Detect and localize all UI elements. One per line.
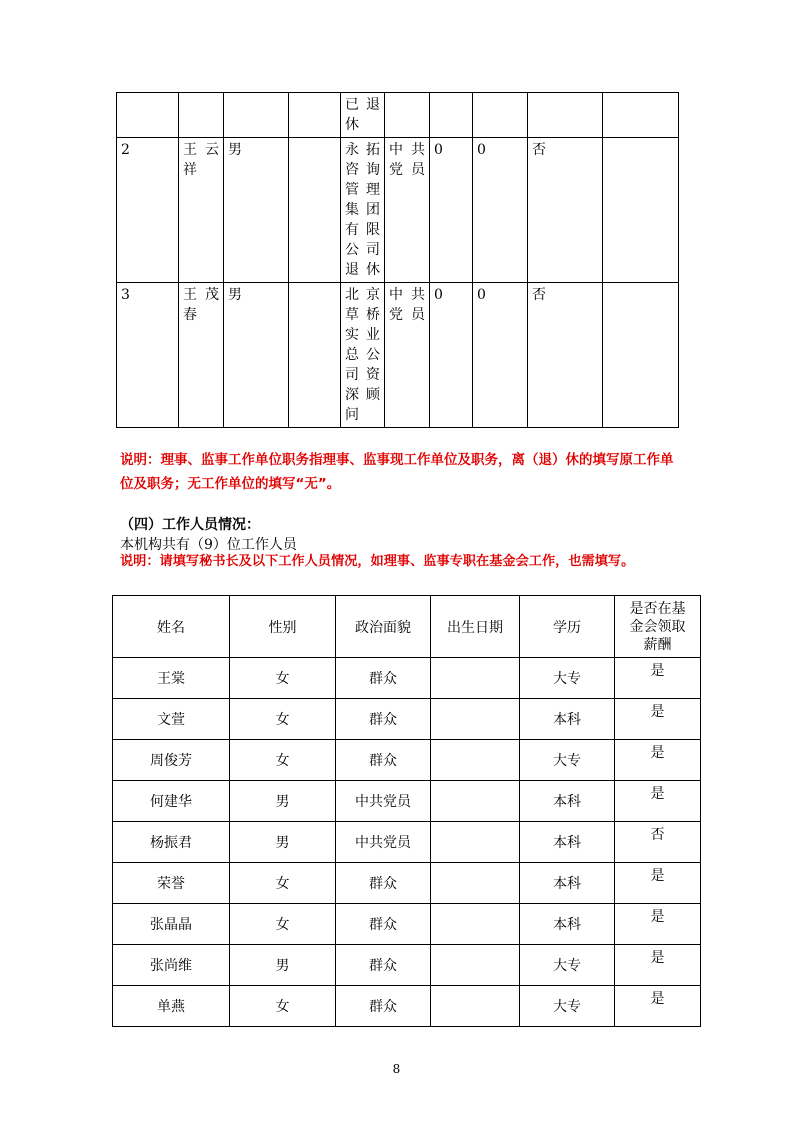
staff-cell-politics: 中共党员: [336, 781, 431, 822]
staff-row: [113, 986, 701, 1027]
page-number: 8: [392, 1062, 401, 1076]
board-cell-c7: 0: [430, 283, 473, 428]
staff-cell-birth: [431, 740, 520, 781]
board-cell-c7: [430, 93, 473, 138]
staff-table: [112, 595, 701, 1027]
staff-cell-paid: 是: [615, 986, 701, 1027]
staff-cell-gender: 女: [230, 699, 336, 740]
staff-cell-name: 张尚维: [113, 945, 230, 986]
board-cell-party: 中共党员: [385, 283, 430, 428]
staff-cell-edu: 本科: [520, 699, 615, 740]
board-cell-unit: 永拓咨询管理集团有限公司退休: [341, 138, 385, 283]
staff-cell-paid: 是: [615, 781, 701, 822]
staff-row: [113, 945, 701, 986]
staff-cell-edu: 大专: [520, 658, 615, 699]
board-members-table: [116, 92, 679, 428]
staff-cell-birth: [431, 945, 520, 986]
staff-cell-paid: 是: [615, 658, 701, 699]
staff-cell-birth: [431, 904, 520, 945]
staff-cell-edu: 本科: [520, 781, 615, 822]
board-cell-c10: [603, 283, 679, 428]
board-cell-c4: [289, 93, 341, 138]
board-note: 说明：理事、监事工作单位职务指理事、监事现工作单位及职务，离（退）休的填写原工作单位及职务；无工作单位的填写“无”。: [120, 452, 674, 492]
staff-cell-name: 周俊芳: [113, 740, 230, 781]
staff-cell-paid: 是: [615, 740, 701, 781]
staff-cell-gender: 女: [230, 658, 336, 699]
board-cell-unit: 已退休: [341, 93, 385, 138]
board-cell-gender: 男: [224, 138, 289, 283]
staff-cell-gender: 女: [230, 986, 336, 1027]
board-cell-c9: 否: [528, 138, 603, 283]
board-cell-c8: [473, 93, 528, 138]
board-cell-no: 2: [117, 138, 179, 283]
staff-row: [113, 822, 701, 863]
staff-cell-politics: 群众: [336, 740, 431, 781]
board-row: [117, 283, 679, 428]
staff-row: [113, 781, 701, 822]
staff-cell-edu: 本科: [520, 904, 615, 945]
staff-cell-paid: 是: [615, 699, 701, 740]
staff-header-row: [113, 596, 701, 658]
staff-cell-politics: 群众: [336, 699, 431, 740]
board-cell-no: 3: [117, 283, 179, 428]
staff-cell-edu: 本科: [520, 822, 615, 863]
staff-cell-name: 杨振君: [113, 822, 230, 863]
staff-cell-name: 单燕: [113, 986, 230, 1027]
staff-header-cell: 姓名: [113, 596, 230, 658]
staff-row: [113, 658, 701, 699]
staff-header-cell: 学历: [520, 596, 615, 658]
staff-cell-paid: 是: [615, 904, 701, 945]
board-cell-c8: 0: [473, 283, 528, 428]
staff-cell-paid: 否: [615, 822, 701, 863]
staff-cell-politics: 群众: [336, 658, 431, 699]
staff-cell-politics: 中共党员: [336, 822, 431, 863]
board-cell-c10: [603, 93, 679, 138]
staff-cell-gender: 女: [230, 740, 336, 781]
board-cell-unit: 北京草桥实业总公司资深顾问: [341, 283, 385, 428]
staff-header-cell: 性别: [230, 596, 336, 658]
board-cell-no: [117, 93, 179, 138]
staff-cell-birth: [431, 781, 520, 822]
staff-cell-edu: 大专: [520, 740, 615, 781]
staff-note: 说明：请填写秘书长及以下工作人员情况，如理事、监事专职在基金会工作，也需填写。: [120, 554, 635, 569]
board-cell-c4: [289, 283, 341, 428]
staff-cell-birth: [431, 863, 520, 904]
staff-cell-edu: 大专: [520, 945, 615, 986]
staff-cell-birth: [431, 822, 520, 863]
staff-row: [113, 740, 701, 781]
staff-count: 本机构共有（9）位工作人员: [120, 537, 297, 553]
board-row: [117, 138, 679, 283]
staff-row: [113, 863, 701, 904]
board-cell-c7: 0: [430, 138, 473, 283]
staff-cell-gender: 男: [230, 781, 336, 822]
staff-cell-name: 张晶晶: [113, 904, 230, 945]
board-cell-party: [385, 93, 430, 138]
staff-row: [113, 904, 701, 945]
board-cell-gender: [224, 93, 289, 138]
staff-cell-gender: 女: [230, 863, 336, 904]
staff-cell-paid: 是: [615, 863, 701, 904]
board-row: [117, 93, 679, 138]
board-cell-c8: 0: [473, 138, 528, 283]
staff-cell-name: 荣誉: [113, 863, 230, 904]
board-cell-c10: [603, 138, 679, 283]
staff-cell-politics: 群众: [336, 986, 431, 1027]
board-cell-name: [179, 93, 224, 138]
staff-cell-gender: 男: [230, 822, 336, 863]
staff-cell-gender: 男: [230, 945, 336, 986]
staff-cell-birth: [431, 699, 520, 740]
staff-cell-politics: 群众: [336, 863, 431, 904]
staff-row: [113, 699, 701, 740]
staff-cell-gender: 女: [230, 904, 336, 945]
board-cell-c4: [289, 138, 341, 283]
staff-header-cell: 政治面貌: [336, 596, 431, 658]
staff-cell-birth: [431, 658, 520, 699]
staff-header-cell: 是否在基金会领取薪酬: [615, 596, 701, 658]
staff-cell-birth: [431, 986, 520, 1027]
staff-cell-edu: 大专: [520, 986, 615, 1027]
staff-cell-name: 王棠: [113, 658, 230, 699]
board-cell-c9: 否: [528, 283, 603, 428]
staff-cell-politics: 群众: [336, 945, 431, 986]
staff-cell-name: 何建华: [113, 781, 230, 822]
board-cell-name: 王云祥: [179, 138, 224, 283]
section-title: （四）工作人员情况：: [120, 517, 260, 533]
staff-cell-paid: 是: [615, 945, 701, 986]
staff-cell-edu: 本科: [520, 863, 615, 904]
staff-header-cell: 出生日期: [431, 596, 520, 658]
staff-cell-politics: 群众: [336, 904, 431, 945]
board-cell-name: 王茂春: [179, 283, 224, 428]
board-cell-party: 中共党员: [385, 138, 430, 283]
board-cell-gender: 男: [224, 283, 289, 428]
staff-cell-name: 文萱: [113, 699, 230, 740]
board-cell-c9: [528, 93, 603, 138]
